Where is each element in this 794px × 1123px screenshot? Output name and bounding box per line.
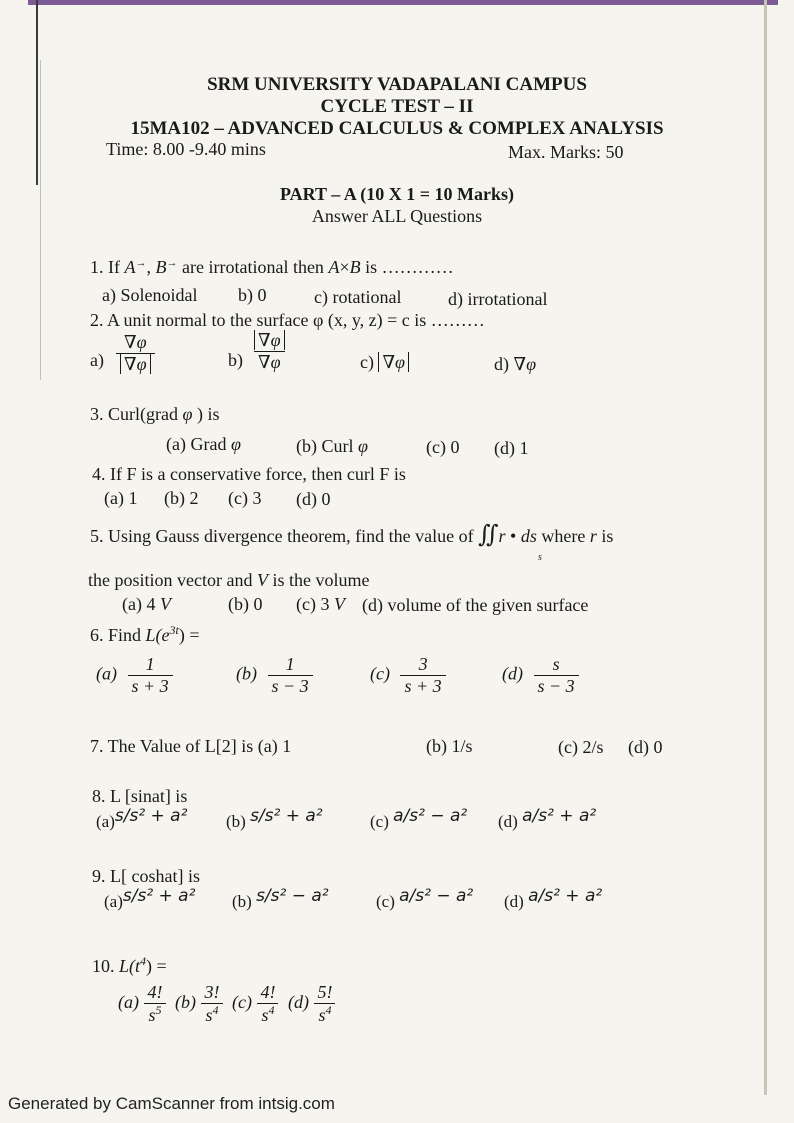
scan-edge-right [764,0,767,1095]
question-8: 8. L [sinat] is [92,786,188,806]
question-2: 2. A unit normal to the surface φ (x, y, z) = c is ……… [90,310,485,330]
max-marks: Max. Marks: 50 [508,142,624,162]
q5-option-a: (a) 4 V [122,594,171,614]
q2-option-c: c) ∇φ [360,352,409,373]
q2-option-b-label: b) [228,350,243,370]
q4-option-c: (c) 3 [228,488,262,508]
q9-option-a: (a)s/s² + a² [104,886,196,911]
q2-option-d: d) ∇φ [494,354,537,374]
question-7: 7. The Value of L[2] is (a) 1 [90,736,292,756]
q8-option-c: (c) a/s² − a² [370,806,468,831]
question-1: 1. If A→, B→ are irrotational then A×B is ………… [90,257,454,277]
q5-line-2: the position vector and V is the volume [88,570,370,590]
q7-option-c: (c) 2/s [558,737,604,757]
q6-option-b: (b) $\frac{1}{s - 3}$ [236,654,313,696]
question-4: 4. If F is a conservative force, then curl F is [92,464,406,484]
university-title: SRM UNIVERSITY VADAPALANI CAMPUS [207,74,587,95]
time-info: Time: 8.00 -9.40 mins [106,139,266,159]
q8-option-b: (b) s/s² + a² [226,806,323,831]
q3-option-b: (b) Curl φ [296,436,368,456]
camscanner-footer: Generated by CamScanner from intsig.com [8,1094,335,1113]
part-a-instruction: Answer ALL Questions [311,206,483,226]
q9-option-d: (d) a/s² + a² [504,886,603,911]
q2-option-b-fraction: $\frac{\nabla\varphi}{\nabla\varphi}$ [250,330,289,372]
q2-option-a-fraction: $\frac{\nabla\varphi}{\nabla\varphi}$ [116,332,155,374]
q5-option-d: (d) volume of the given surface [362,595,589,615]
course-title: 15MA102 – ADVANCED CALCULUS & COMPLEX ANALYSIS [130,118,664,139]
q4-option-b: (b) 2 [164,488,199,508]
q1-option-c: c) rotational [314,287,402,307]
q9-option-c: (c) a/s² − a² [376,886,474,911]
q1-option-a: a) Solenoidal [102,285,198,305]
q5-option-c: (c) 3 V [296,594,345,614]
question-9: 9. L[ coshat] is [92,866,200,886]
q6-option-c: (c) $\frac{3}{s + 3}$ [370,654,446,696]
q5-integral-subscript: s [538,552,542,563]
part-a-title: PART – A (10 X 1 = 10 Marks) [280,184,514,204]
q6-option-d: (d) $\frac{s}{s - 3}$ [502,654,579,696]
question-5: 5. Using Gauss divergence theorem, find the value of ∬r • ds where r is [90,522,614,548]
q1-option-d: d) irrotational [448,289,548,309]
q2-option-a-label: a) [90,350,104,370]
q9-option-b: (b) s/s² − a² [232,886,329,911]
q6-option-a: (a) $\frac{1}{s + 3}$ [96,654,173,696]
q10-options: (a) $\frac{4!}{s^5}$ (b) $\frac{3!}{s^4}$ (c) $\frac{4!}{s^4}$ (d) $\frac{5!}{s^4}$ [118,982,336,1025]
q3-option-a: (a) Grad φ [166,434,241,454]
q8-option-d: (d) a/s² + a² [498,806,597,831]
q7-option-d: (d) 0 [628,737,663,757]
q4-option-d: (d) 0 [296,489,331,509]
q5-option-b: (b) 0 [228,594,263,614]
q1-option-b: b) 0 [238,285,267,305]
q4-option-a: (a) 1 [104,488,138,508]
q7-option-b: (b) 1/s [426,736,473,756]
test-title: CYCLE TEST – II [320,96,474,117]
q8-option-a: (a)s/s² + a² [96,806,188,831]
q3-option-c: (c) 0 [426,437,460,457]
q3-option-d: (d) 1 [494,438,529,458]
question-6: 6. Find $L(e^{3t})$ = [90,623,200,645]
question-3: 3. Curl(grad φ ) is [90,404,220,424]
question-10: 10. $L(t^4)$ = [92,954,167,976]
scan-edge-top [28,0,778,5]
